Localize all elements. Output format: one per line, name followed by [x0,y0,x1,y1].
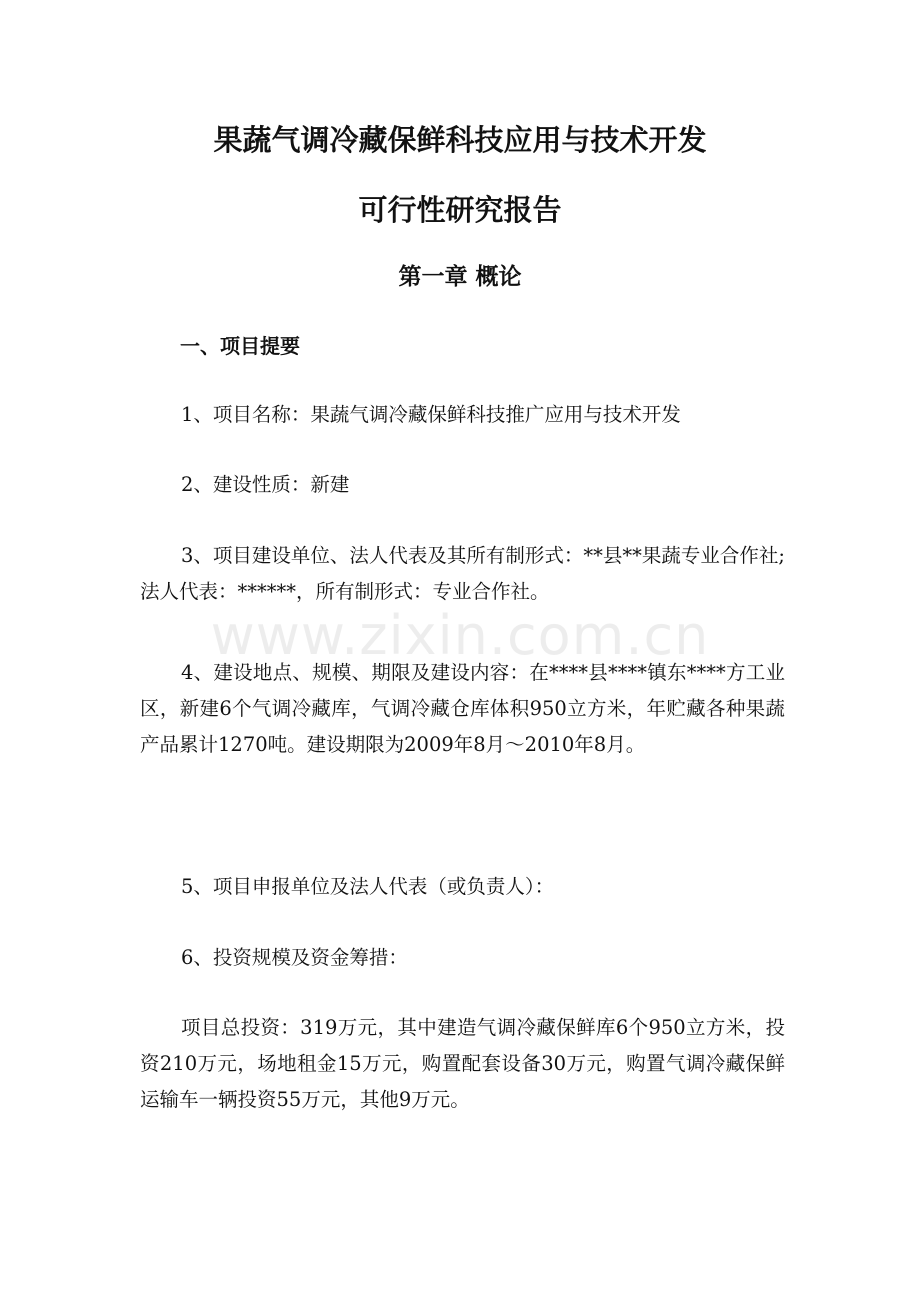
paragraph-location-scale: 4、建设地点、规模、期限及建设内容：在****县****镇东****方工业区，新建6个气调冷藏库，气调冷藏仓库体积950立方米，年贮藏各种果蔬产品累计1270吨。建设期限为2009年8月～2010年8月。 [140,661,785,756]
paragraph-investment-heading: 6、投资规模及资金筹措： [181,946,408,969]
chapter-heading: 第一章 概论 [398,264,522,290]
paragraph-construction-unit: 3、项目建设单位、法人代表及其所有制形式：**县**果蔬专业合作社;法人代表：******，所有制形式：专业合作社。 [140,544,785,603]
watermark: www.zixin.com.cn [210,604,710,667]
paragraph-total-investment: 项目总投资：319万元，其中建造气调冷藏保鲜库6个950立方米，投资210万元，场地租金15万元，购置配套设备30万元，购置气调冷藏保鲜运输车一辆投资55万元，其他9万元。 [140,1016,785,1111]
document-title-line2: 可行性研究报告 [358,193,562,227]
paragraph-applicant: 5、项目申报单位及法人代表（或负责人）： [181,875,555,898]
section-heading: 一、项目提要 [180,334,300,358]
paragraph-project-name: 1、项目名称：果蔬气调冷藏保鲜科技推广应用与技术开发 [181,403,681,426]
paragraph-construction-nature: 2、建设性质：新建 [181,473,350,496]
document-title-line1: 果蔬气调冷藏保鲜科技应用与技术开发 [213,123,707,157]
